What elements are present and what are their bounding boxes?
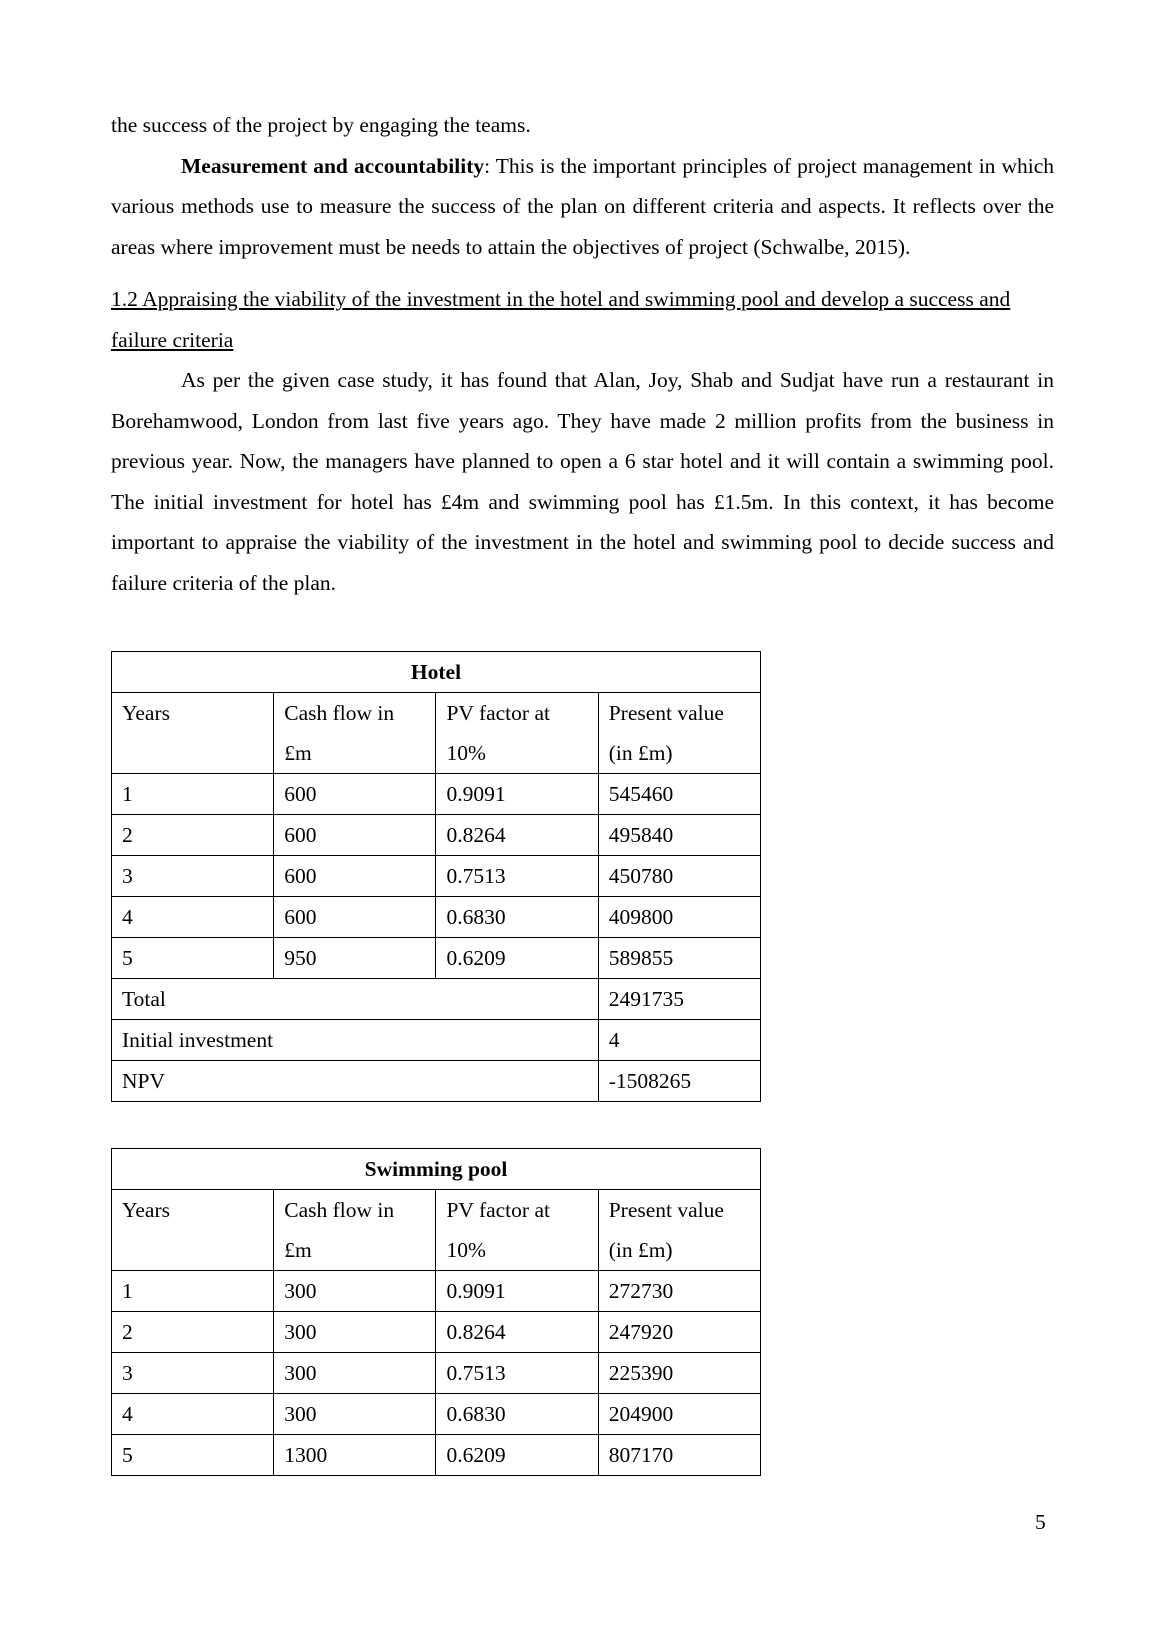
table-caption: Swimming pool: [112, 1149, 761, 1190]
header-cell: Cash flow in £m: [274, 693, 436, 774]
page-number: 5: [1035, 1510, 1046, 1534]
table-cell: 0.6830: [436, 1394, 598, 1435]
table-cell: 589855: [598, 938, 760, 979]
table-cell: 225390: [598, 1353, 760, 1394]
table-cell: Total: [112, 979, 599, 1020]
table-cell: 2491735: [598, 979, 760, 1020]
table-cell: 4: [112, 1394, 274, 1435]
summary-row-npv: [112, 1061, 761, 1102]
table-row: [112, 774, 761, 815]
table-cell: 450780: [598, 856, 760, 897]
header-cell: Years: [112, 693, 274, 774]
table-row: [112, 1271, 761, 1312]
table-cell: 300: [274, 1394, 436, 1435]
table-cell: 0.7513: [436, 856, 598, 897]
table-cell: 5: [112, 938, 274, 979]
table-cell: 2: [112, 1312, 274, 1353]
table-header-row: [112, 1190, 761, 1271]
table-cell: 0.9091: [436, 774, 598, 815]
table-cell: 272730: [598, 1271, 760, 1312]
table-cell: 300: [274, 1353, 436, 1394]
section-heading: 1.2 Appraising the viability of the investment in the hotel and swimming pool and develop a success and failure criteria: [111, 287, 1011, 352]
hotel-table: [111, 651, 761, 1102]
table-cell: 3: [112, 856, 274, 897]
table-cell: 600: [274, 774, 436, 815]
document-page: [111, 105, 1054, 603]
table-cell: 3: [112, 1353, 274, 1394]
table-row: [112, 1312, 761, 1353]
paragraph-bold-term: Measurement and accountability: [181, 153, 485, 178]
paragraph-body: : This is the important principles of project management in which various methods use to measure the success of the plan on different criteria and aspects. It reflects over the areas where improvement must be needs to attain the objectives of project (Schwalbe, 2015).: [111, 153, 1054, 259]
table-cell: 0.7513: [436, 1353, 598, 1394]
paragraph-measurement: [111, 146, 1054, 268]
table-cell: Initial investment: [112, 1020, 599, 1061]
table-cell: 0.6209: [436, 938, 598, 979]
header-cell: Present value (in £m): [598, 1190, 760, 1271]
table-cell: 1: [112, 1271, 274, 1312]
table-row: [112, 1435, 761, 1476]
table-cell: 495840: [598, 815, 760, 856]
header-cell: Cash flow in £m: [274, 1190, 436, 1271]
table-cell: 300: [274, 1312, 436, 1353]
table-cell: 950: [274, 938, 436, 979]
table-cell: 545460: [598, 774, 760, 815]
header-cell: Years: [112, 1190, 274, 1271]
table-cell: 204900: [598, 1394, 760, 1435]
table-row: [112, 1394, 761, 1435]
table-cell: 300: [274, 1271, 436, 1312]
table-cell: 247920: [598, 1312, 760, 1353]
header-cell: PV factor at 10%: [436, 693, 598, 774]
swimming-pool-table: [111, 1148, 761, 1476]
paragraph-case-study: As per the given case study, it has found that Alan, Joy, Shab and Sudjat have run a restaurant in Borehamwood, London from last five years ago. They have made 2 million profits from the business in previous year. Now, the managers have planned to open a 6 star hotel and it will contain a swimming pool. The initial investment for hotel has £4m and swimming pool has £1.5m. In this context, it has become important to appraise the viability of the investment in the hotel and swimming pool to decide success and failure criteria of the plan.: [111, 368, 1054, 595]
table-row: [112, 815, 761, 856]
table-cell: 5: [112, 1435, 274, 1476]
table-cell: 1300: [274, 1435, 436, 1476]
summary-row-investment: [112, 1020, 761, 1061]
table-cell: 0.9091: [436, 1271, 598, 1312]
table-row: [112, 897, 761, 938]
table-cell: 0.6209: [436, 1435, 598, 1476]
table-cell: 1: [112, 774, 274, 815]
summary-row-total: [112, 979, 761, 1020]
table-cell: 600: [274, 897, 436, 938]
table-cell: 4: [598, 1020, 760, 1061]
table-cell: 4: [112, 897, 274, 938]
table-caption: Hotel: [112, 652, 761, 693]
table-cell: 0.8264: [436, 815, 598, 856]
table-cell: 0.8264: [436, 1312, 598, 1353]
table-cell: 600: [274, 815, 436, 856]
table-cell: 2: [112, 815, 274, 856]
table-cell: 409800: [598, 897, 760, 938]
header-cell: PV factor at 10%: [436, 1190, 598, 1271]
table-cell: -1508265: [598, 1061, 760, 1102]
table-header-row: [112, 693, 761, 774]
header-cell: Present value (in £m): [598, 693, 760, 774]
table-row: [112, 1353, 761, 1394]
paragraph-continuation: the success of the project by engaging the teams.: [111, 113, 531, 137]
table-cell: 600: [274, 856, 436, 897]
table-row: [112, 938, 761, 979]
table-cell: 807170: [598, 1435, 760, 1476]
table-cell: NPV: [112, 1061, 599, 1102]
table-row: [112, 856, 761, 897]
table-cell: 0.6830: [436, 897, 598, 938]
